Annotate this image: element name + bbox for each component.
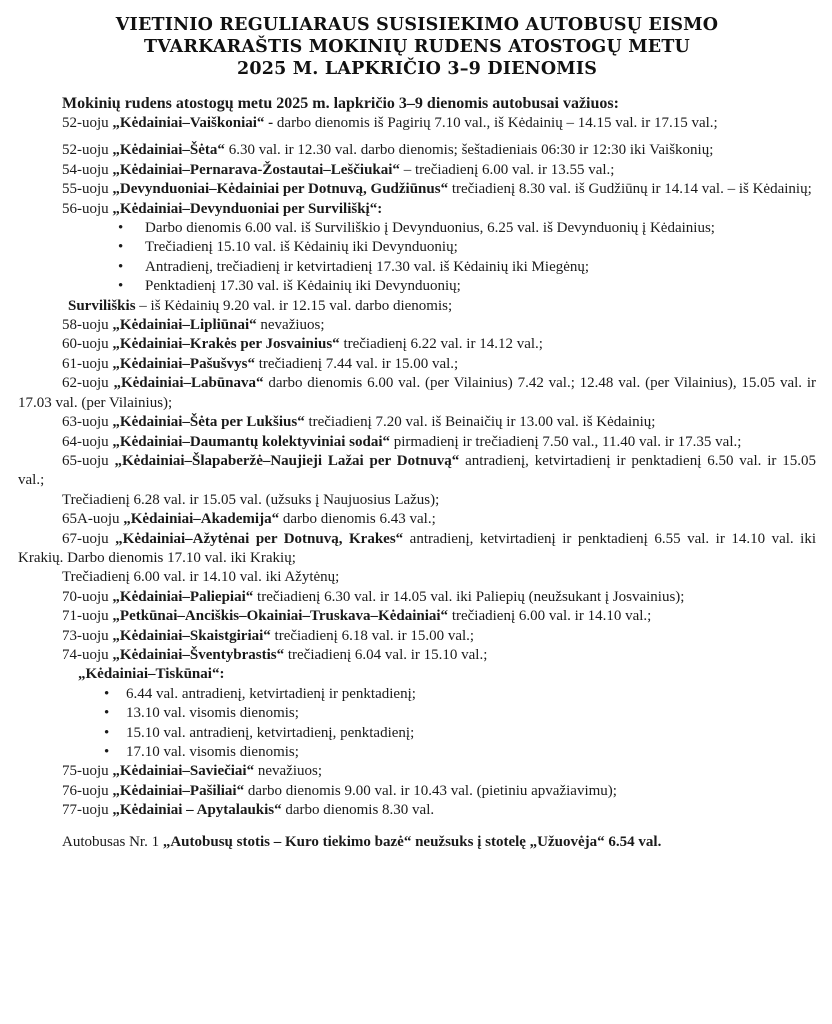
route-number: 52-uoju [62,115,113,131]
route-60 [18,335,816,354]
route-number: 73-uoju [62,627,113,644]
route-schedule: darbo dienomis 6.00 val. (per Vilainius) 7.42 val.; 12.48 val. (per Vilainius), 15.05 val. ir 17.03 val. (per Vilainius); [18,375,816,411]
route-number: 63-uoju [62,414,113,431]
route-name: „Kėdainiai–Pašušvys“ [112,355,255,372]
route-tiskunai-list [18,685,816,763]
route-schedule: trečiadienį 7.20 val. iš Beinaičių ir 13.00 val. iš Kėdainių; [304,414,656,431]
route-schedule: antradienį, ketvirtadienį ir penktadienį 6.55 val. ir 14.10 val. iki Krakių. Darbo dienomis 17.10 val. iki Krakių; [18,530,816,566]
route-name: Surviliškis [68,297,136,314]
route-52-vaiskoniai [18,114,816,133]
route-70 [18,588,816,607]
list-item: • Penktadienį 17.30 val. iš Kėdainių iki Devynduonių; [18,277,816,296]
route-56-list [18,219,816,297]
surviliskis-line [18,297,816,316]
route-65a [18,510,816,529]
route-name: „Kėdainiai–Šėta“ [112,142,225,159]
route-number: 54-uoju [62,161,113,178]
route-name: „Kėdainiai–Pašiliai“ [112,782,245,799]
list-item: • Darbo dienomis 6.00 val. iš Surviliškio į Devynduonius, 6.25 val. iš Devynduonių į Kėdainius; [18,219,816,238]
route-name: „Kėdainiai – Apytalaukis“ [112,802,282,819]
route-name: „Kėdainiai–Devynduoniai per Surviliškį“: [112,200,383,217]
route-schedule: darbo dienomis 9.00 val. ir 10.43 val. (pietiniu apvažiavimu); [244,782,617,799]
route-name: „Kėdainiai–Akademija“ [123,511,280,528]
title-line-1: VIETINIO REGULIARAUS SUSISIEKIMO AUTOBUSŲ EISMO [115,15,719,35]
route-schedule: nevažiuos; [254,763,323,780]
route-tiskunai [18,665,816,684]
route-schedule: – iš Kėdainių 9.20 val. ir 12.15 val. darbo dienomis; [135,297,453,314]
list-item: • 13.10 val. visomis dienomis; [18,704,816,723]
route-67 [18,530,816,569]
route-schedule: trečiadienį 6.00 val. ir 14.10 val.; [448,608,652,625]
route-name: „Petkūnai–Anciškis–Okainiai–Truskava–Kėdainiai“ [112,608,449,625]
route-52-seta [18,141,816,160]
route-65-wednesday: Trečiadienį 6.28 val. ir 15.05 val. (užsuks į Naujuosius Lažus); [62,491,440,508]
document-title [18,14,816,80]
route-number: 70-uoju [62,588,113,605]
route-77 [18,801,816,820]
list-item: • Trečiadienį 15.10 val. iš Kėdainių iki Devynduonių; [18,238,816,257]
route-74 [18,646,816,665]
route-schedule: nevažiuos; [256,317,325,334]
route-75 [18,762,816,781]
route-67-wednesday: Trečiadienį 6.00 val. ir 14.10 val. iki Ažytėnų; [62,569,340,586]
list-item: • 6.44 val. antradienį, ketvirtadienį ir penktadienį; [18,685,816,704]
route-name: „Kėdainiai–Lipliūnai“ [112,317,257,334]
list-item: • 15.10 val. antradienį, ketvirtadienį, penktadienį; [18,724,816,743]
route-63 [18,413,816,432]
route-schedule: trečiadienį 6.18 val. ir 15.00 val.; [270,627,475,644]
route-58 [18,316,816,335]
footer-note [18,833,816,852]
route-name: „Devynduoniai–Kėdainiai per Dotnuvą, Gudžiūnus“ [112,181,449,198]
footer-prefix: Autobusas Nr. 1 [62,833,163,850]
route-schedule: 6.30 val. ir 12.30 val. darbo dienomis; šeštadieniais 06:30 ir 12:30 iki Vaiškonių; [224,142,714,159]
footer-bold: „Autobusų stotis – Kuro tiekimo bazė“ neužsuks į stotelę „Užuovėja“ 6.54 val. [162,833,662,850]
route-schedule: pirmadienį ir trečiadienį 7.50 val., 11.40 val. ir 17.35 val.; [389,433,742,450]
route-56 [18,200,816,219]
route-65 [18,452,816,491]
route-name: „Kėdainiai–Pernarava-Žostautai–Leščiukai“ [112,161,400,178]
route-schedule: darbo dienomis iš Pagirių 7.10 val., iš Kėdainių – 14.15 val. ir 17.15 val.; [273,115,718,131]
title-line-2: TVARKARAŠTIS MOKINIŲ RUDENS ATOSTOGŲ METU [143,37,691,57]
route-number: 64-uoju [62,433,113,450]
route-name: „Kėdainiai–Ažytėnai per Dotnuvą, Krakes“ [115,530,404,547]
route-name: „Kėdainiai–Tiskūnai“: [78,666,225,683]
route-61 [18,355,816,374]
route-schedule: antradienį, ketvirtadienį ir penktadienį 6.50 val. ir 15.05 val.; [18,452,816,489]
route-55 [18,180,816,199]
route-number: 76-uoju [62,782,113,799]
route-name: „Kėdainiai–Skaistgiriai“ [112,627,271,644]
route-schedule: trečiadienį 6.04 val. ir 15.10 val.; [284,646,488,663]
route-number: 77-uoju [62,802,113,819]
route-number: 52-uoju [62,142,113,159]
route-schedule: trečiadienį 6.30 val. ir 14.05 val. iki Paliepių (neužsukant į Josvainius); [253,588,685,605]
route-number: 55-uoju [62,181,113,198]
title-line-3: 2025 M. LAPKRIČIO 3–9 DIENOMIS [236,59,598,79]
route-number: 61-uoju [62,355,113,372]
route-name: „Kėdainiai–Šventybrastis“ [112,646,285,663]
route-name: „Kėdainiai–Vaiškoniai“ - [112,115,274,131]
route-54 [18,161,816,180]
route-number: 62-uoju [62,375,114,392]
route-schedule: trečiadienį 7.44 val. ir 15.00 val.; [254,355,459,372]
list-item: • Antradienį, trečiadienį ir ketvirtadienį 17.30 val. iš Kėdainių iki Miegėnų; [18,258,816,277]
route-name: „Kėdainiai–Labūnava“ [113,375,264,392]
route-number: 60-uoju [62,336,113,353]
route-number: 65-uoju [62,452,115,469]
route-71 [18,607,816,626]
route-64 [18,433,816,452]
intro-heading: Mokinių rudens atostogų metu 2025 m. lapkričio 3–9 dienomis autobusai važiuos: [62,95,619,112]
route-schedule: trečiadienį 6.22 val. ir 14.12 val.; [339,336,543,353]
list-item: • 17.10 val. visomis dienomis; [18,743,816,762]
route-schedule: – trečiadienį 6.00 val. ir 13.55 val.; [399,161,615,178]
route-number: 71-uoju [62,608,113,625]
route-schedule: darbo dienomis 6.43 val.; [279,511,436,528]
route-name: „Kėdainiai–Daumantų kolektyviniai sodai“ [112,433,390,450]
route-number: 65A-uoju [62,511,124,528]
route-number: 75-uoju [62,763,113,780]
route-62 [18,374,816,413]
route-number: 67-uoju [62,530,116,547]
route-name: „Kėdainiai–Saviečiai“ [112,763,255,780]
route-name: „Kėdainiai–Krakės per Josvainius“ [112,336,340,353]
route-schedule: trečiadienį 8.30 val. iš Gudžiūnų ir 14.14 val. – iš Kėdainių; [448,181,812,198]
route-73 [18,627,816,646]
route-name: „Kėdainiai–Paliepiai“ [112,588,254,605]
route-schedule: darbo dienomis 8.30 val. [281,802,435,819]
route-number: 56-uoju [62,200,113,217]
route-76 [18,782,816,801]
route-number: 58-uoju [62,317,113,334]
route-name: „Kėdainiai–Šėta per Lukšius“ [112,414,305,431]
route-name: „Kėdainiai–Šlapaberžė–Naujieji Lažai per Dotnuvą“ [114,452,460,469]
route-number: 74-uoju [62,646,113,663]
